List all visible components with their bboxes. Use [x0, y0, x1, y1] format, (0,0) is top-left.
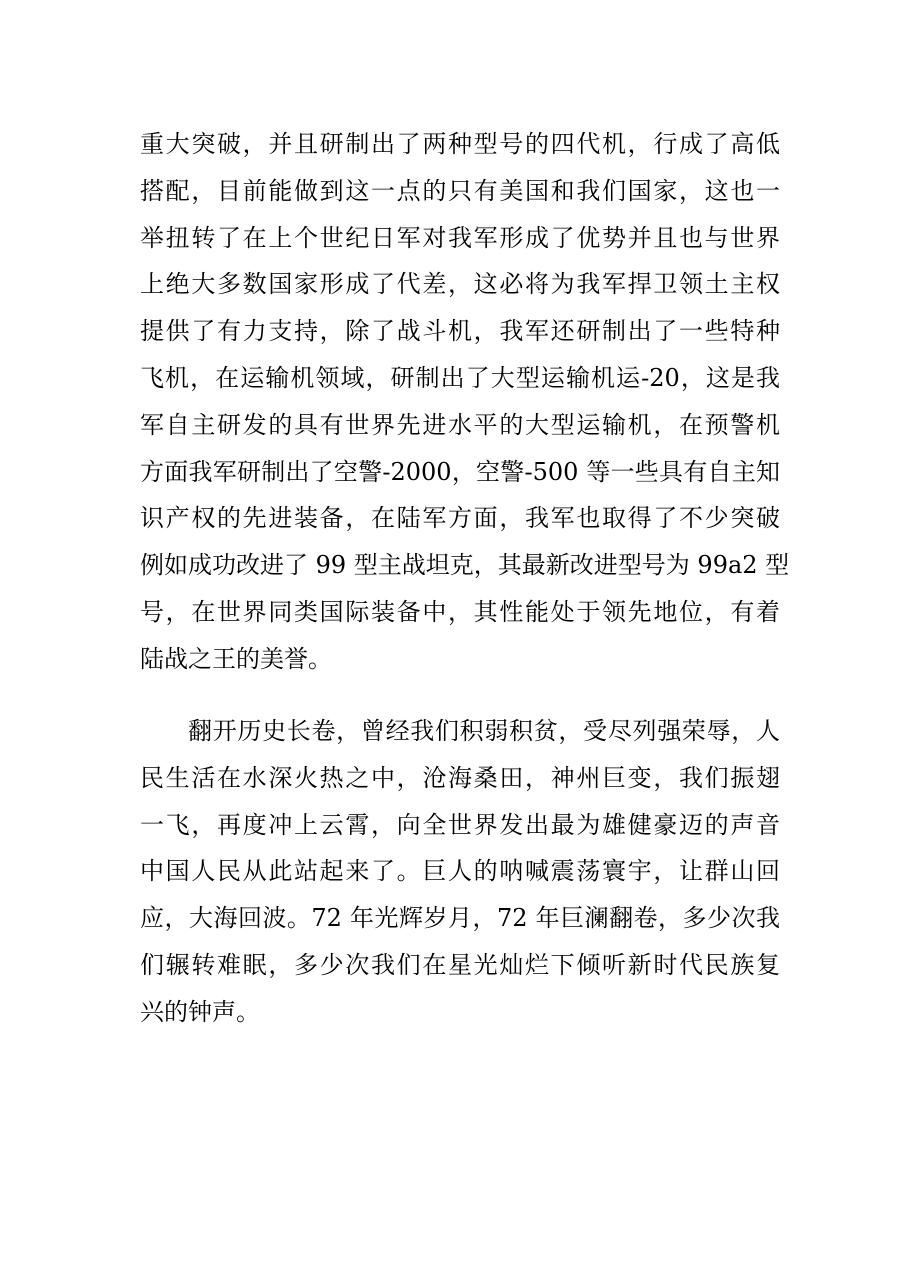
paragraph-line: 们辗转难眠，多少次我们在星光灿烂下倾听新时代民族复: [140, 950, 780, 979]
paragraph-line: 飞机，在运输机领域，研制出了大型运输机运-20，这是我: [140, 363, 780, 392]
paragraph-line: 举扭转了在上个世纪日军对我军形成了优势并且也与世界: [140, 223, 780, 252]
paragraph-line: 方面我军研制出了空警-2000，空警-500 等一些具有自主知: [140, 457, 780, 486]
paragraph-line: 中国人民从此站起来了。巨人的呐喊震荡寰宇，让群山回: [140, 857, 780, 886]
paragraph-line: 民生活在水深火热之中，沧海桑田，神州巨变，我们振翅: [140, 763, 780, 792]
paragraph-1: [140, 121, 790, 683]
paragraph-line: 军自主研发的具有世界先进水平的大型运输机，在预警机: [140, 410, 780, 439]
paragraph-line: 翻开历史长卷，曾经我们积弱积贫，受尽列强荣辱，人: [188, 717, 780, 745]
paragraph-line: 例如成功改进了 99 型主战坦克，其最新改进型号为 99a2 型: [140, 551, 790, 580]
paragraph-line: 识产权的先进装备，在陆军方面，我军也取得了不少突破: [140, 504, 780, 533]
paragraph-line: 提供了有力支持，除了战斗机，我军还研制出了一些特种: [140, 317, 780, 346]
paragraph-line: 一飞，再度冲上云霄，向全世界发出最为雄健豪迈的声音: [140, 810, 780, 839]
paragraph-2: [140, 708, 780, 1036]
paragraph-line: 陆战之王的美誉。: [140, 644, 332, 673]
paragraph-line: 应，大海回波。72 年光辉岁月，72 年巨澜翻卷，多少次我: [140, 904, 780, 933]
paragraph-line: 搭配，目前能做到这一点的只有美国和我们国家，这也一: [140, 176, 780, 205]
paragraph-line: 号，在世界同类国际装备中，其性能处于领先地位，有着: [140, 597, 780, 626]
paragraph-line: 重大突破，并且研制出了两种型号的四代机，行成了高低: [140, 130, 780, 158]
paragraph-line: 兴的钟声。: [140, 997, 260, 1026]
paragraph-line: 上绝大多数国家形成了代差，这必将为我军捍卫领土主权: [140, 270, 780, 299]
